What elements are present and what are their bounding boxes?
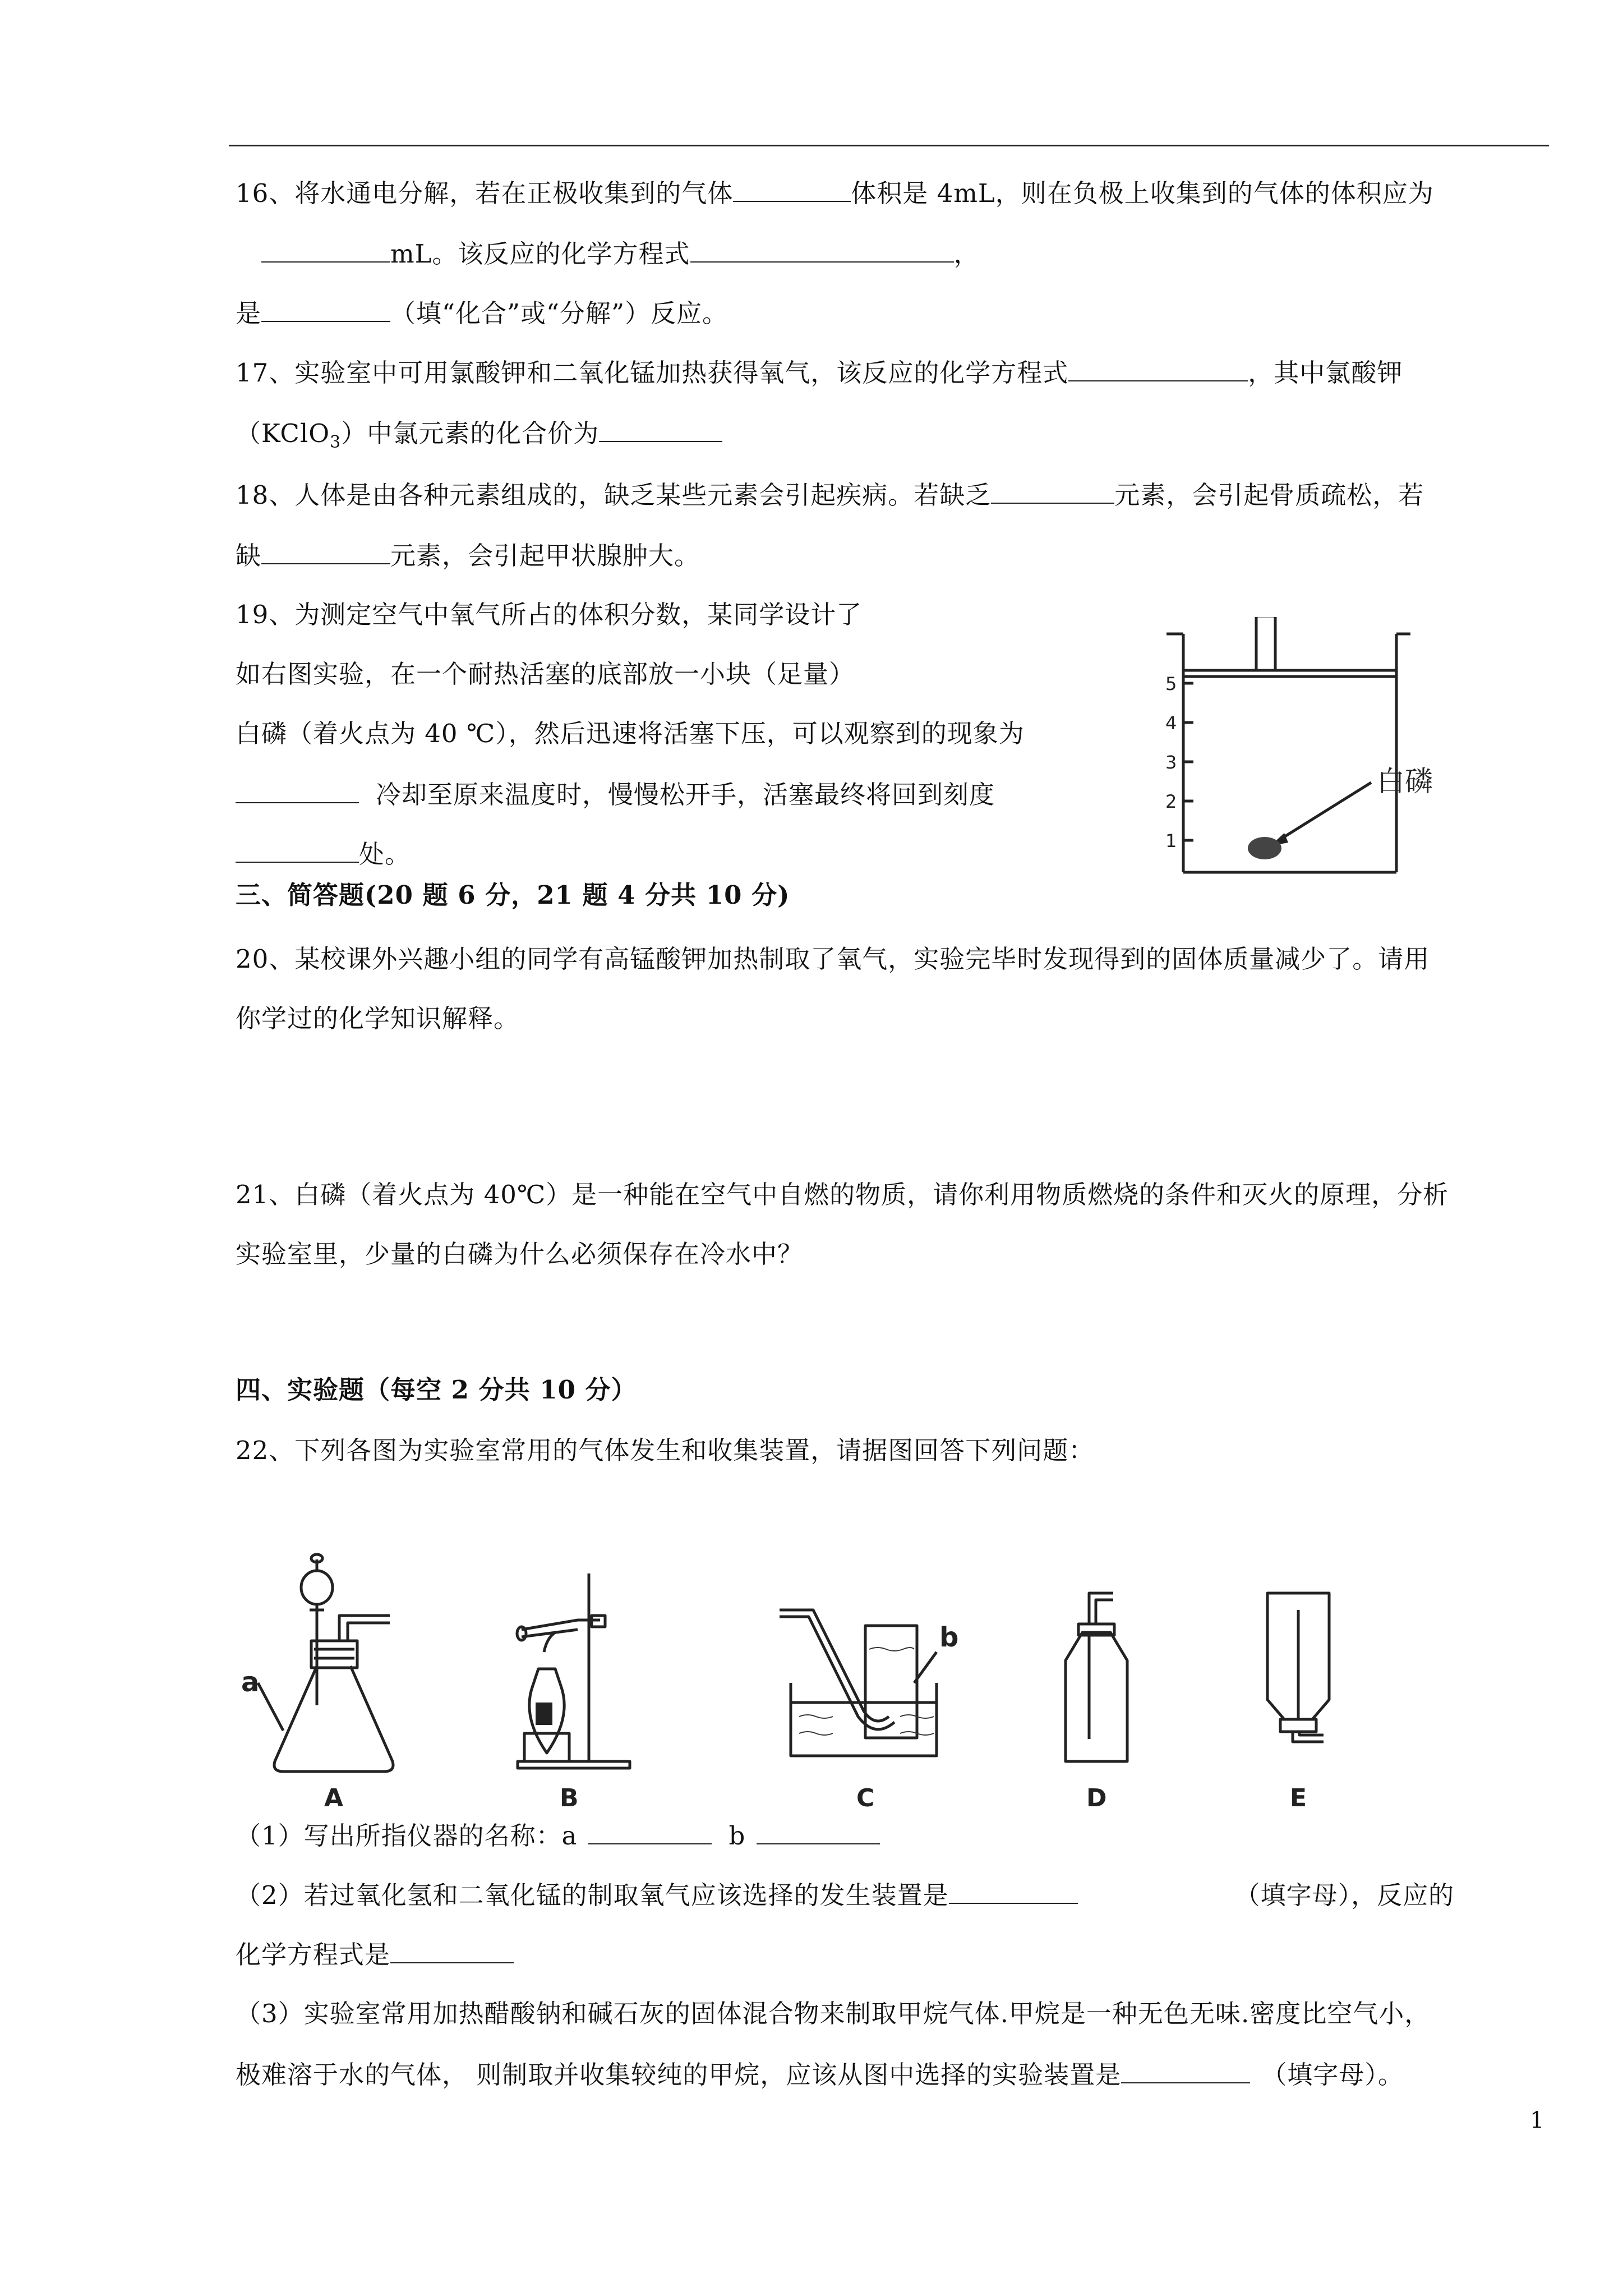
answer-blank[interactable]	[261, 236, 390, 263]
q18-line1: 18、人体是由各种元素组成的，缺乏某些元素会引起疾病。若缺乏 元素，会引起骨质疏松，若	[236, 477, 1424, 512]
pointer-a-label: a	[241, 1667, 260, 1698]
answer-blank[interactable]	[261, 295, 390, 322]
section4-title: 四、实验题（每空 2 分共 10 分）	[236, 1375, 637, 1405]
pointer-b-label: b	[939, 1622, 959, 1653]
q22-part3-line1: （3）实验室常用加热醋酸钠和碱石灰的固体混合物来制取甲烷气体.甲烷是一种无色无味.密度比空气小，	[236, 1999, 1431, 2028]
label-e: E	[1290, 1784, 1307, 1812]
q16-line2: mL。该反应的化学方程式 ，	[261, 236, 980, 271]
label-b: B	[560, 1784, 579, 1812]
white-phosphorus-label: 白磷	[1377, 765, 1433, 798]
q21-line1: 21、白磷（着火点为 40℃）是一种能在空气中自燃的物质，请你利用物质燃烧的条件和灭火的原理，分析	[236, 1180, 1449, 1209]
q20-line1: 20、某校课外兴趣小组的同学有高锰酸钾加热制取了氧气，实验完毕时发现得到的固体质量减少了。请用	[236, 944, 1430, 974]
q21-line2: 实验室里，少量的白磷为什么必须保存在冷水中？	[236, 1239, 804, 1269]
scale-tick-5: 5	[1165, 673, 1177, 694]
alcohol-lamp-fill	[536, 1703, 552, 1725]
q19-line3: 白磷（着火点为 40 ℃），然后迅速将活塞下压，可以观察到的现象为	[236, 719, 1025, 748]
answer-blank[interactable]	[991, 477, 1114, 504]
q17-line1: 17、实验室中可用氯酸钾和二氧化锰加热获得氧气，该反应的化学方程式 ，其中氯酸钾	[236, 355, 1403, 390]
page-number: 1	[1530, 2108, 1545, 2133]
apparatus-c	[780, 1610, 937, 1756]
apparatus-b	[517, 1573, 630, 1768]
apparatus-d	[1066, 1593, 1127, 1761]
answer-blank[interactable]	[949, 1877, 1078, 1904]
q22-part1: （1）写出所指仪器的名称：a b	[236, 1818, 880, 1853]
scale-tick-2: 2	[1165, 791, 1177, 812]
scale-tick-3: 3	[1165, 752, 1177, 773]
q20-line2: 你学过的化学知识解释。	[236, 1004, 520, 1033]
label-a: A	[324, 1784, 344, 1812]
apparatus-a	[258, 1554, 393, 1772]
q22-part2-line1: （2）若过氧化氢和二氧化锰的制取氧气应该选择的发生装置是 （填字母），反应的	[236, 1877, 1454, 1912]
q22-intro: 22、下列各图为实验室常用的气体发生和收集装置，请据图回答下列问题：	[236, 1435, 1095, 1465]
q22-part3-line2: 极难溶于水的气体， 则制取并收集较纯的甲烷，应该从图中选择的实验装置是 （填字母）。	[236, 2056, 1404, 2092]
scale-tick-1: 1	[1165, 830, 1177, 852]
q19-line5: 处。	[236, 836, 411, 871]
q22-part2-line2: 化学方程式是	[236, 1936, 514, 1972]
piston-cylinder-figure	[1150, 617, 1441, 886]
q16-line3: 是 （填“化合”或“分解”）反应。	[236, 295, 728, 330]
q19-line4: 冷却至原来温度时，慢慢松开手，活塞最终将回到刻度	[236, 776, 995, 812]
apparatus-figure	[241, 1548, 1374, 1812]
answer-blank[interactable]	[261, 537, 390, 564]
white-phosphorus-lump	[1248, 837, 1281, 859]
apparatus-e	[1267, 1593, 1329, 1742]
answer-blank[interactable]	[588, 1818, 712, 1844]
answer-blank[interactable]	[599, 415, 722, 442]
q17-line2: （KClO$_3$）中氯元素的化合价为	[236, 415, 722, 459]
q16-line1: 16、将水通电分解，若在正极收集到的气体 体积是 4mL，则在负极上收集到的气体的体积应为	[236, 175, 1434, 210]
answer-blank[interactable]	[1121, 2056, 1250, 2083]
header-rule	[229, 145, 1549, 146]
answer-blank[interactable]	[757, 1818, 880, 1844]
answer-blank[interactable]	[390, 1936, 514, 1963]
answer-blank[interactable]	[1068, 355, 1248, 381]
label-c: C	[856, 1784, 875, 1812]
q18-line2: 缺 元素，会引起甲状腺肿大。	[236, 537, 700, 573]
q19-line1: 19、为测定空气中氧气所占的体积分数，某同学设计了	[236, 600, 863, 629]
label-d: D	[1086, 1784, 1107, 1812]
answer-blank[interactable]	[690, 236, 954, 263]
scale-tick-4: 4	[1165, 712, 1177, 734]
answer-blank[interactable]	[236, 836, 359, 863]
q19-line2: 如右图实验，在一个耐热活塞的底部放一小块（足量）	[236, 659, 855, 689]
answer-blank[interactable]	[236, 776, 359, 803]
section3-title: 三、简答题(20 题 6 分，21 题 4 分共 10 分)	[236, 880, 790, 910]
answer-blank[interactable]	[733, 175, 851, 202]
